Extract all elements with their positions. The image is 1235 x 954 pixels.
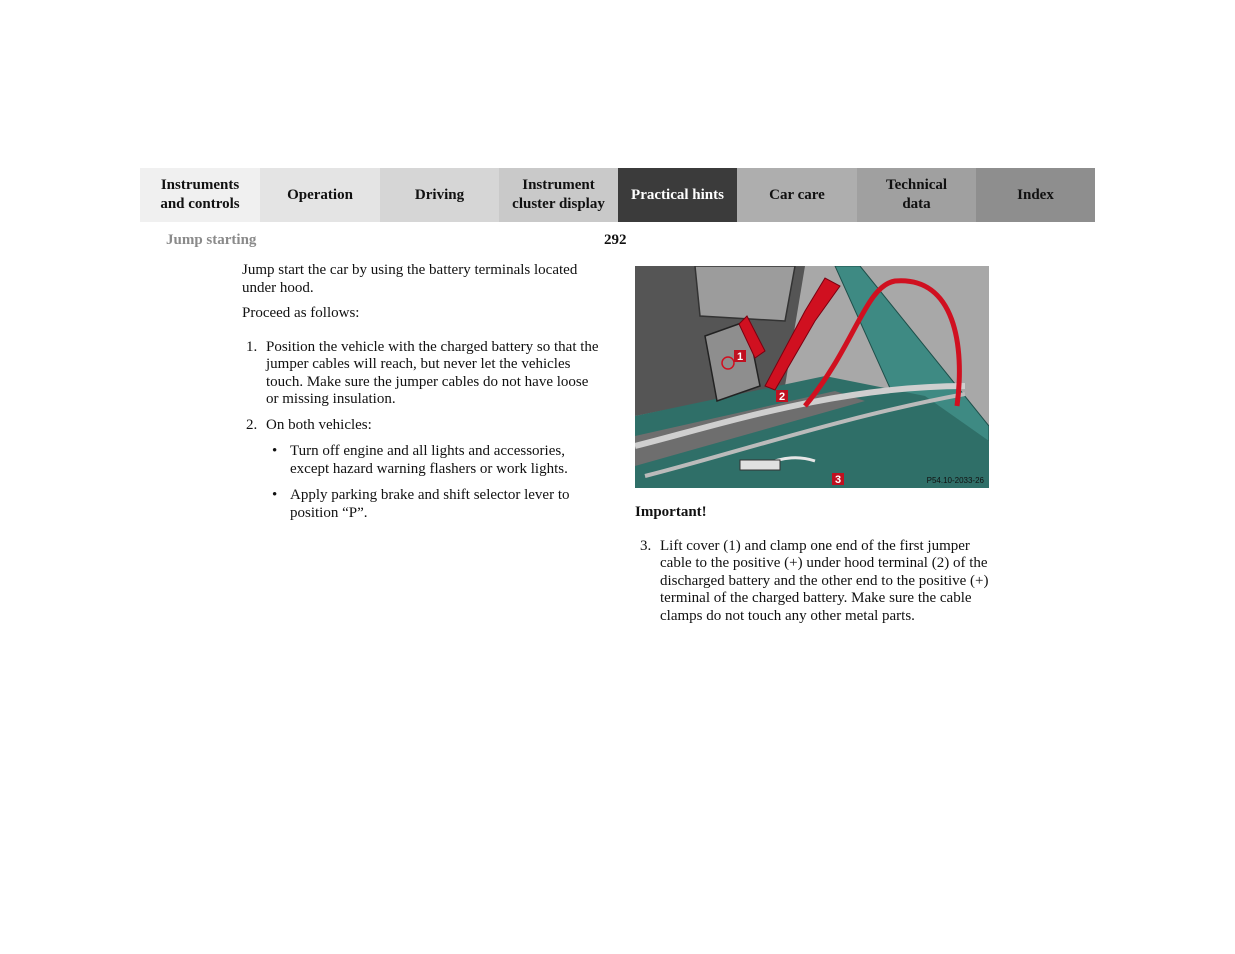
step-2 xyxy=(242,417,602,523)
bullet-list xyxy=(266,443,602,522)
page-number: 292 xyxy=(604,232,627,248)
tab-instruments-and-controls[interactable] xyxy=(140,168,260,222)
step-list xyxy=(242,339,602,523)
right-step-list xyxy=(635,538,995,626)
left-column xyxy=(242,262,602,531)
jump-start-illustration xyxy=(635,266,989,488)
tab-label: Instruments xyxy=(160,177,240,193)
tab-label: and controls xyxy=(160,196,240,212)
tab-label: Index xyxy=(1017,186,1054,203)
tab-label: cluster display xyxy=(512,196,605,212)
tab-label: Technical xyxy=(885,177,948,193)
tab-technical-data[interactable] xyxy=(857,168,976,222)
bullet-dot: • xyxy=(272,487,278,503)
step-1 xyxy=(242,339,602,409)
step-number: 3. xyxy=(640,537,652,554)
section-title: Jump starting xyxy=(166,232,257,248)
tab-instrument-cluster-display[interactable] xyxy=(499,168,618,222)
bullet-item xyxy=(266,487,602,522)
step-text: Position the vehicle with the charged battery so that the jumper cables will reach, but never let the vehicles touch. Make sure the jumper cables do not have loose or missing insulation. xyxy=(266,338,599,407)
bullet-dot: • xyxy=(272,443,278,459)
tab-label: Practical hints xyxy=(631,186,724,203)
callout-label: 2 xyxy=(778,391,786,403)
step-text: Lift cover (1) and clamp one end of the first jumper cable to the positive (+) under hood terminal (2) of the discharged battery and the other end to the positive (+) terminal of the charged battery. Make sure the cable clamps do not touch any other metal parts. xyxy=(660,537,989,624)
step-3 xyxy=(635,538,995,626)
figure-code: P54.10-2033-26 xyxy=(926,476,984,485)
tab-operation[interactable] xyxy=(260,168,380,222)
chapter-tabs xyxy=(140,168,1095,222)
callout-label: 1 xyxy=(736,351,744,363)
important-heading: Important! xyxy=(635,504,707,520)
step-number: 1. xyxy=(246,338,258,355)
tab-label: data xyxy=(902,196,931,212)
tab-index[interactable] xyxy=(976,168,1095,222)
tab-label: Car care xyxy=(769,186,825,203)
bullet-text: Apply parking brake and shift selector lever to position “P”. xyxy=(290,487,570,521)
tab-label: Operation xyxy=(287,186,353,203)
tab-driving[interactable] xyxy=(380,168,499,222)
proceed-paragraph: Proceed as follows: xyxy=(242,305,360,321)
right-column xyxy=(635,266,995,625)
callout-label: 3 xyxy=(834,474,842,486)
bullet-item xyxy=(266,443,602,478)
tab-label: Driving xyxy=(414,186,465,203)
intro-paragraph: Jump start the car by using the battery terminals located under hood. xyxy=(242,262,578,296)
step-text: On both vehicles: xyxy=(266,416,372,433)
bullet-text: Turn off engine and all lights and accessories, except hazard warning flashers or work lights. xyxy=(290,443,568,477)
tab-practical-hints[interactable] xyxy=(618,168,737,222)
tab-car-care[interactable] xyxy=(737,168,857,222)
tab-label: Instrument xyxy=(522,177,595,193)
step-number: 2. xyxy=(246,416,258,433)
